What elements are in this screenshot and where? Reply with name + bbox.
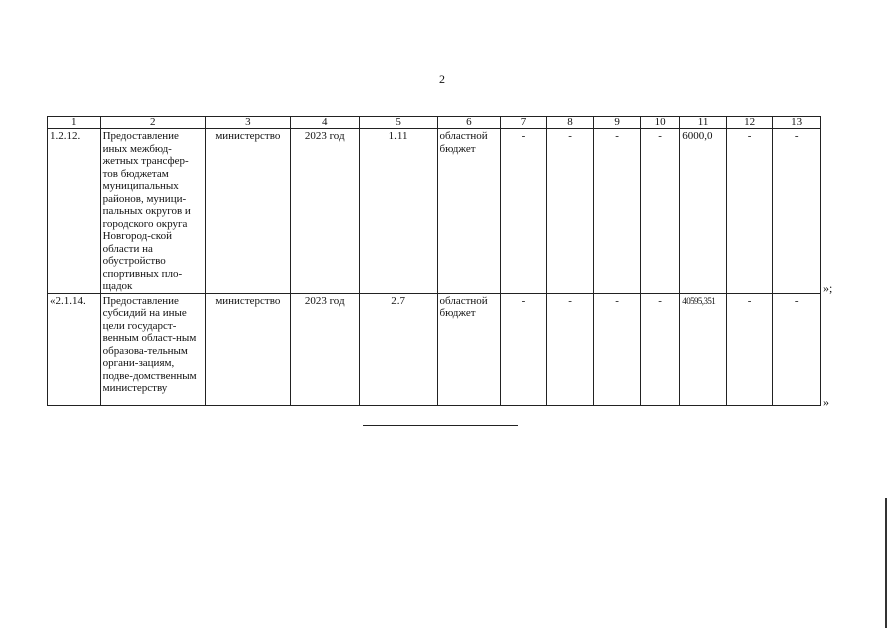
budget-table bbox=[47, 116, 821, 406]
closing-quote-mark: » bbox=[823, 395, 829, 409]
table-header-row bbox=[48, 117, 821, 129]
value-cell: - bbox=[726, 129, 773, 294]
column-header: 6 bbox=[437, 117, 501, 129]
column-header: 2 bbox=[100, 117, 205, 129]
value-cell: - bbox=[501, 129, 547, 294]
column-header: 11 bbox=[680, 117, 727, 129]
column-header: 7 bbox=[501, 117, 547, 129]
value-cell: - bbox=[726, 293, 773, 405]
funding-source-cell: областной бюджет bbox=[437, 129, 501, 294]
value-cell: 40595,351 bbox=[680, 293, 727, 405]
value-cell: - bbox=[773, 129, 821, 294]
column-header: 1 bbox=[48, 117, 101, 129]
value-cell: 6000,0 bbox=[680, 129, 727, 294]
page-number: 2 bbox=[439, 72, 445, 86]
executor-cell: министерство bbox=[205, 293, 290, 405]
column-header: 5 bbox=[359, 117, 437, 129]
value-cell: - bbox=[773, 293, 821, 405]
value-cell: - bbox=[501, 293, 547, 405]
column-header: 4 bbox=[290, 117, 359, 129]
column-header: 13 bbox=[773, 117, 821, 129]
value-cell: - bbox=[594, 293, 641, 405]
value-cell: - bbox=[640, 293, 679, 405]
target-cell: 1.11 bbox=[359, 129, 437, 294]
scan-edge-line bbox=[885, 498, 887, 628]
item-description-cell: Предоставление субсидий на иные цели государст-венным област-ным образова-тельным органи-зациям, подве-домственным министерству bbox=[100, 293, 205, 405]
closing-quote-mark: »; bbox=[823, 281, 833, 295]
period-cell: 2023 год bbox=[290, 293, 359, 405]
column-header: 12 bbox=[726, 117, 773, 129]
period-cell: 2023 год bbox=[290, 129, 359, 294]
value-cell: - bbox=[594, 129, 641, 294]
value-cell: - bbox=[546, 129, 594, 294]
item-description-cell: Предоставление иных межбюд-жетных трансфер-тов бюджетам муниципальных районов, муници-пальных округов и городского округа Новгород-ской области на обустройство спортивных пло-щадок bbox=[100, 129, 205, 294]
executor-cell: министерство bbox=[205, 129, 290, 294]
item-number-cell: 1.2.12. bbox=[48, 129, 101, 294]
table-row bbox=[48, 129, 821, 294]
column-header: 8 bbox=[546, 117, 594, 129]
column-header: 3 bbox=[205, 117, 290, 129]
funding-source-cell: областной бюджет bbox=[437, 293, 501, 405]
value-cell: - bbox=[546, 293, 594, 405]
table-row bbox=[48, 293, 821, 405]
target-cell: 2.7 bbox=[359, 293, 437, 405]
item-number-cell: «2.1.14. bbox=[48, 293, 101, 405]
column-header: 10 bbox=[640, 117, 679, 129]
value-cell: - bbox=[640, 129, 679, 294]
column-header: 9 bbox=[594, 117, 641, 129]
separator-line bbox=[363, 425, 518, 426]
